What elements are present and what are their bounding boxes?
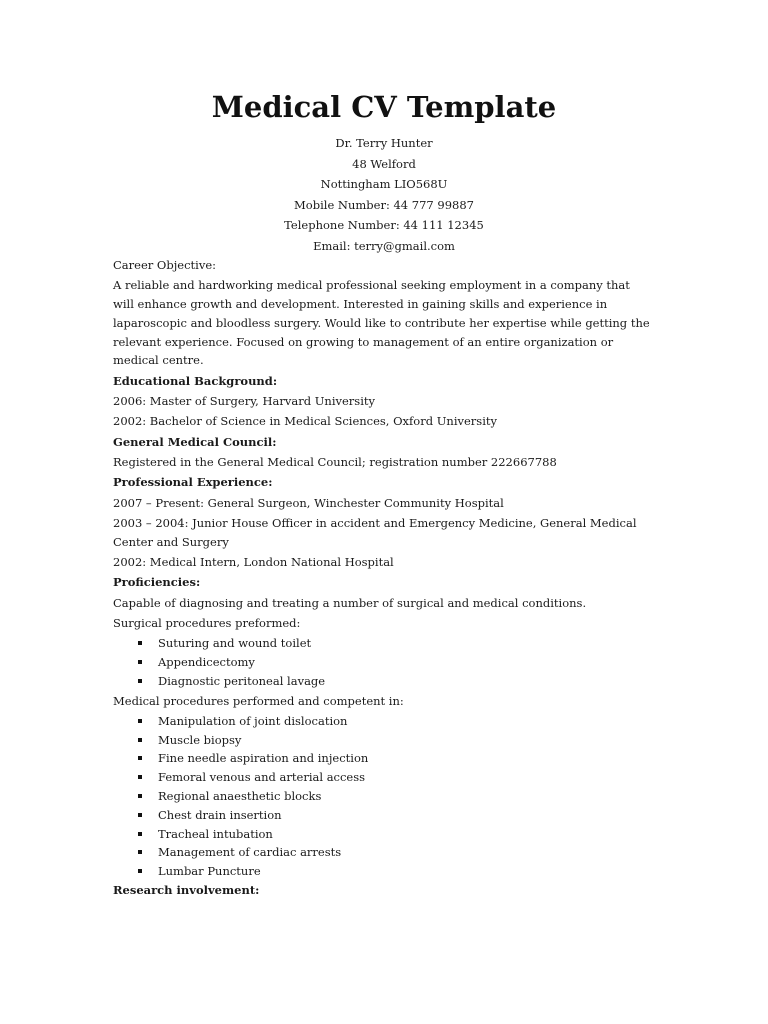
contact-email: Email: terry@gmail.com [313,238,455,253]
proficiencies-heading: Proficiencies: [113,575,201,590]
contact-address-line-2: Nottingham LIO568U [320,177,448,192]
contact-address-line-1: 48 Welford [352,156,416,171]
bullet-square-icon [138,660,142,664]
career-objective-heading: Career Objective: [113,258,216,272]
contact-block [0,133,768,257]
medical-procedures-list [113,712,653,881]
list-item-text: Suturing and wound toilet [158,636,312,651]
education-item: 2002: Bachelor of Science in Medical Sciences, Oxford University [113,414,497,429]
cv-body [113,256,653,901]
contact-mobile: Mobile Number: 44 777 99887 [294,197,474,212]
bullet-square-icon [138,738,142,742]
list-item [113,843,653,862]
list-item-text: Tracheal intubation [158,826,273,841]
bullet-square-icon [138,775,142,779]
surgical-procedures-heading: Surgical procedures preformed: [113,615,301,630]
list-item [113,825,653,844]
career-objective-text: A reliable and hardworking medical professional seeking employment in a company that will enhance growth and development. Interested in gaining skills and experience in laparoscopic and bloodless surgery. Would like to contribute her expertise while getting the relevant experience. Focused on growing to management of an entire organization or medical centre. [113,278,650,368]
list-item-text: Appendicectomy [158,654,255,669]
bullet-square-icon [138,850,142,854]
contact-telephone: Telephone Number: 44 111 12345 [284,218,484,233]
bullet-square-icon [138,813,142,817]
list-item-text: Management of cardiac arrests [158,845,342,860]
list-item [113,634,653,653]
list-item [113,731,653,750]
experience-item: 2007 – Present: General Surgeon, Winchester Community Hospital [113,495,504,510]
research-heading: Research involvement: [113,883,260,897]
contact-name: Dr. Terry Hunter [335,136,433,150]
list-item-text: Lumbar Puncture [158,864,261,879]
list-item [113,653,653,672]
surgical-procedures-list [113,634,653,690]
bullet-square-icon [138,679,142,683]
list-item [113,712,653,731]
experience-item: 2003 – 2004: Junior House Officer in accident and Emergency Medicine, General Medical Center and Surgery [113,515,637,549]
list-item [113,806,653,825]
bullet-square-icon [138,794,142,798]
bullet-square-icon [138,756,142,760]
list-item [113,787,653,806]
education-heading: Educational Background: [113,373,278,388]
bullet-square-icon [138,719,142,723]
bullet-square-icon [138,832,142,836]
education-item: 2006: Master of Surgery, Harvard University [113,394,375,409]
experience-heading: Professional Experience: [113,475,273,490]
list-item [113,768,653,787]
list-item-text: Fine needle aspiration and injection [158,751,369,766]
list-item-text: Chest drain insertion [158,807,282,822]
gmc-text: Registered in the General Medical Council; registration number 222667788 [113,454,557,469]
medical-procedures-heading: Medical procedures performed and competent in: [113,693,404,708]
page-title: Medical CV Template [211,90,557,124]
bullet-square-icon [138,869,142,873]
bullet-square-icon [138,641,142,645]
list-item [113,672,653,691]
proficiencies-intro: Capable of diagnosing and treating a number of surgical and medical conditions. [113,595,587,610]
list-item-text: Regional anaesthetic blocks [158,789,322,804]
list-item [113,862,653,881]
list-item-text: Diagnostic peritoneal lavage [158,673,326,688]
list-item [113,749,653,768]
experience-item: 2002: Medical Intern, London National Hospital [113,554,394,569]
list-item-text: Manipulation of joint dislocation [158,713,348,728]
list-item-text: Femoral venous and arterial access [158,770,366,785]
list-item-text: Muscle biopsy [158,732,242,747]
gmc-heading: General Medical Council: [113,434,277,449]
